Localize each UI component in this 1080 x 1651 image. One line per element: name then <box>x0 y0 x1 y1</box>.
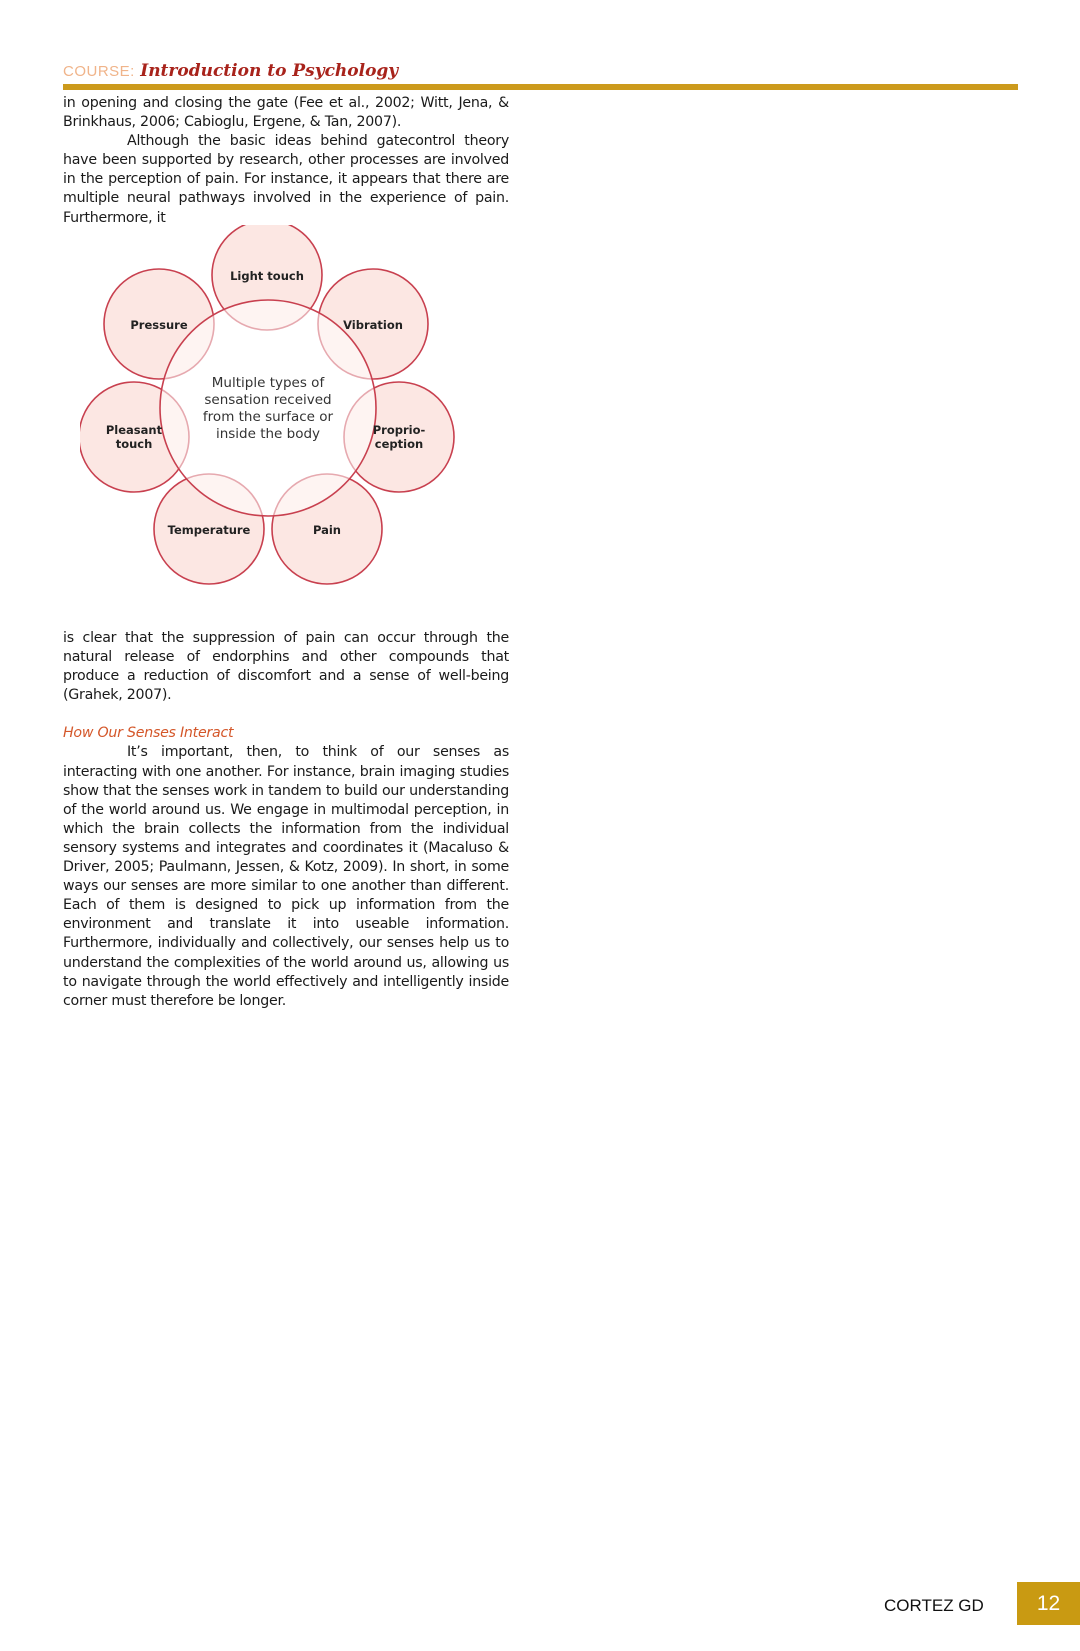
svg-text:Multiple types of: Multiple types of <box>211 375 325 391</box>
svg-text:ception: ception <box>374 437 424 451</box>
svg-text:Pain: Pain <box>312 523 342 537</box>
page-header <box>63 60 1018 83</box>
paragraph: in opening and closing the gate (Fee et al., 2002; Witt, Jena, & Brinkhaus, 2006; Cabioglu, Ergene, & Tan, 2007). <box>63 95 509 131</box>
svg-text:Light touch: Light touch <box>230 269 304 283</box>
svg-text:Proprio-: Proprio- <box>372 423 426 437</box>
course-prefix: COURSE: <box>63 63 135 80</box>
svg-text:Pressure: Pressure <box>130 318 188 332</box>
center-circle <box>160 300 376 516</box>
section-heading: How Our Senses Interact <box>63 725 234 742</box>
course-name: Introduction to Psychology <box>140 61 399 81</box>
text-block-top <box>63 94 509 228</box>
paragraph: It’s important, then, to think of our senses as interacting with one another. For instance, brain imaging studies show that the senses work in tandem to build our understanding of the world around us. We engage in multimodal perception, in which the brain collects the information from the individual sensory systems and integrates and coordinates it (Macaluso & Driver, 2005; Paulmann, Jessen, & Kotz, 2009). In short, in some ways our senses are more similar to one another than different. Each of them is designed to pick up information from the environment and translate it into useable information. Furthermore, individually and collectively, our senses help us to understand the complexities of the world around us, allowing us to navigate through the world effectively and intelligently inside corner must therefore be longer. <box>63 744 509 1009</box>
svg-text:Vibration: Vibration <box>343 318 403 332</box>
svg-text:inside the body: inside the body <box>215 426 321 442</box>
paragraph: Although the basic ideas behind gatecontrol theory have been supported by research, other processes are involved in the perception of pain. For instance, it appears that there are multiple neural pathways involved in the experience of pain. Furthermore, it <box>63 133 509 226</box>
text-block-bottom <box>63 629 509 1011</box>
svg-text:from the surface or: from the surface or <box>202 409 334 425</box>
header-rule <box>63 84 1018 90</box>
svg-text:touch: touch <box>115 437 153 451</box>
sensation-venn-figure <box>80 225 480 620</box>
paragraph: is clear that the suppression of pain can occur through the natural release of endorphins and other compounds that produce a reduction of discomfort and a sense of well-being (Grahek, 2007). <box>63 630 509 704</box>
svg-text:sensation received: sensation received <box>204 392 332 408</box>
page-number-badge: 12 <box>1017 1582 1080 1625</box>
sensation-diagram <box>80 225 480 620</box>
course-title <box>63 60 1018 83</box>
svg-text:Temperature: Temperature <box>167 523 251 537</box>
footer-author: CORTEZ GD <box>884 1596 984 1615</box>
svg-text:Pleasant: Pleasant <box>105 423 163 437</box>
